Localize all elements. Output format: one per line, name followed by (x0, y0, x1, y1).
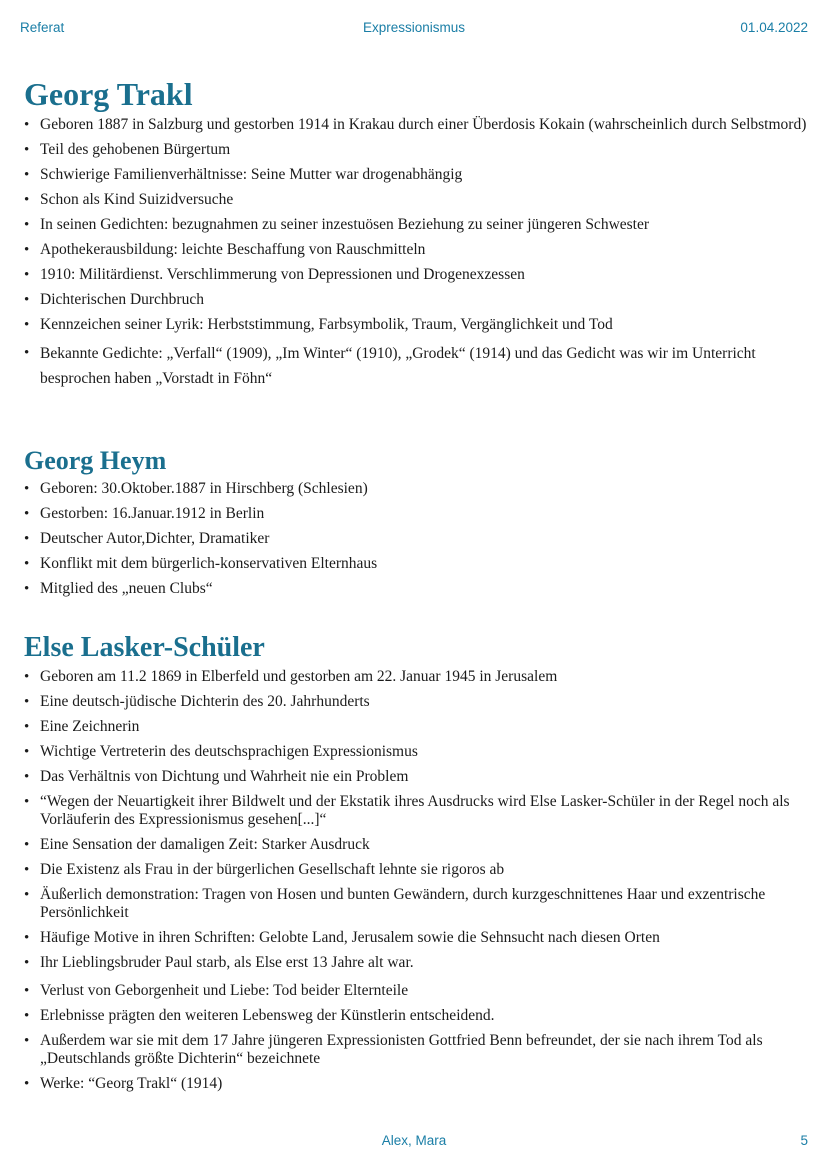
list-item: • Außerdem war sie mit dem 17 Jahre jüngeren Expressionisten Gottfried Benn befreundet, der sie nach ihrem Tod als „Deutschlands größte Dichterin“ bezeichnete (24, 1032, 814, 1068)
list-item: • “Wegen der Neuartigkeit ihrer Bildwelt und der Ekstatik ihres Ausdrucks wird Else Lasker-Schüler in der Regel noch als Vorläuferin des Expressionismus gesehen[...]“ (24, 793, 814, 829)
list-item: • Wichtige Vertreterin des deutschsprachigen Expressionismus (24, 743, 814, 761)
list-item: • Ihr Lieblingsbruder Paul starb, als Else erst 13 Jahre alt war. (24, 954, 814, 972)
list-item: • Deutscher Autor,Dichter, Dramatiker (24, 530, 814, 548)
footer-authors: Alex, Mara (381, 1133, 447, 1148)
page-footer (0, 1133, 828, 1153)
list-item: • Werke: “Georg Trakl“ (1914) (24, 1075, 814, 1093)
list-item: • Erlebnisse prägten den weiteren Lebensweg der Künstlerin entscheidend. (24, 1007, 814, 1025)
list-item: • Eine Sensation der damaligen Zeit: Starker Ausdruck (24, 836, 814, 854)
list-item: • Das Verhältnis von Dichtung und Wahrheit nie ein Problem (24, 768, 814, 786)
section-heading: Else Lasker-Schüler (24, 632, 265, 663)
bullet-list (24, 668, 814, 1093)
list-item: • Schon als Kind Suizidversuche (24, 191, 814, 209)
section-heading: Georg Heym (24, 446, 167, 475)
list-item: • Bekannte Gedichte: „Verfall“ (1909), „Im Winter“ (1910), „Grodek“ (1914) und das Gedicht was wir im Unterricht besprochen haben „Vorstadt in Föhn“ (24, 341, 814, 391)
list-item: • Geboren: 30.Oktober.1887 in Hirschberg (Schlesien) (24, 480, 814, 498)
page-header (0, 20, 828, 40)
list-item: • Mitglied des „neuen Clubs“ (24, 580, 814, 598)
list-item: • Kennzeichen seiner Lyrik: Herbststimmung, Farbsymbolik, Traum, Vergänglichkeit und Tod (24, 316, 814, 334)
section-georg-heym (24, 446, 814, 605)
header-left-text: Referat (20, 20, 65, 35)
list-item: • 1910: Militärdienst. Verschlimmerung von Depressionen und Drogenexzessen (24, 266, 814, 284)
list-item: • Apothekerausbildung: leichte Beschaffung von Rauschmitteln (24, 241, 814, 259)
list-item: • Gestorben: 16.Januar.1912 in Berlin (24, 505, 814, 523)
section-georg-trakl (24, 76, 814, 398)
section-else-lasker-schueler (24, 632, 814, 1100)
section-heading: Georg Trakl (24, 76, 193, 112)
list-item: • Teil des gehobenen Bürgertum (24, 141, 814, 159)
list-item: • Schwierige Familienverhältnisse: Seine Mutter war drogenabhängig (24, 166, 814, 184)
list-item: • Äußerlich demonstration: Tragen von Hosen und bunten Gewändern, durch kurzgeschnittenes Haar und exzentrische Persönlichkeit (24, 886, 814, 922)
list-item: • Geboren am 11.2 1869 in Elberfeld und gestorben am 22. Januar 1945 in Jerusalem (24, 668, 814, 686)
list-item: • Dichterischen Durchbruch (24, 291, 814, 309)
header-title: Expressionismus (362, 20, 466, 35)
bullet-list (24, 480, 814, 598)
list-item: • Häufige Motive in ihren Schriften: Gelobte Land, Jerusalem sowie die Sehnsucht nach diesen Orten (24, 929, 814, 947)
list-item: • Die Existenz als Frau in der bürgerlichen Gesellschaft lehnte sie rigoros ab (24, 861, 814, 879)
list-item: • Geboren 1887 in Salzburg und gestorben 1914 in Krakau durch einer Überdosis Kokain (wahrscheinlich durch Selbstmord) (24, 116, 814, 134)
list-item: • Eine Zeichnerin (24, 718, 814, 736)
list-item: • Verlust von Geborgenheit und Liebe: Tod beider Elternteile (24, 982, 814, 1000)
page-number: 5 (800, 1133, 808, 1148)
bullet-list (24, 116, 814, 391)
list-item: • Konflikt mit dem bürgerlich-konservativen Elternhaus (24, 555, 814, 573)
list-item: • Eine deutsch-jüdische Dichterin des 20. Jahrhunderts (24, 693, 814, 711)
header-date: 01.04.2022 (740, 20, 808, 35)
list-item: • In seinen Gedichten: bezugnahmen zu seiner inzestuösen Beziehung zu seiner jüngeren Schwester (24, 216, 814, 234)
